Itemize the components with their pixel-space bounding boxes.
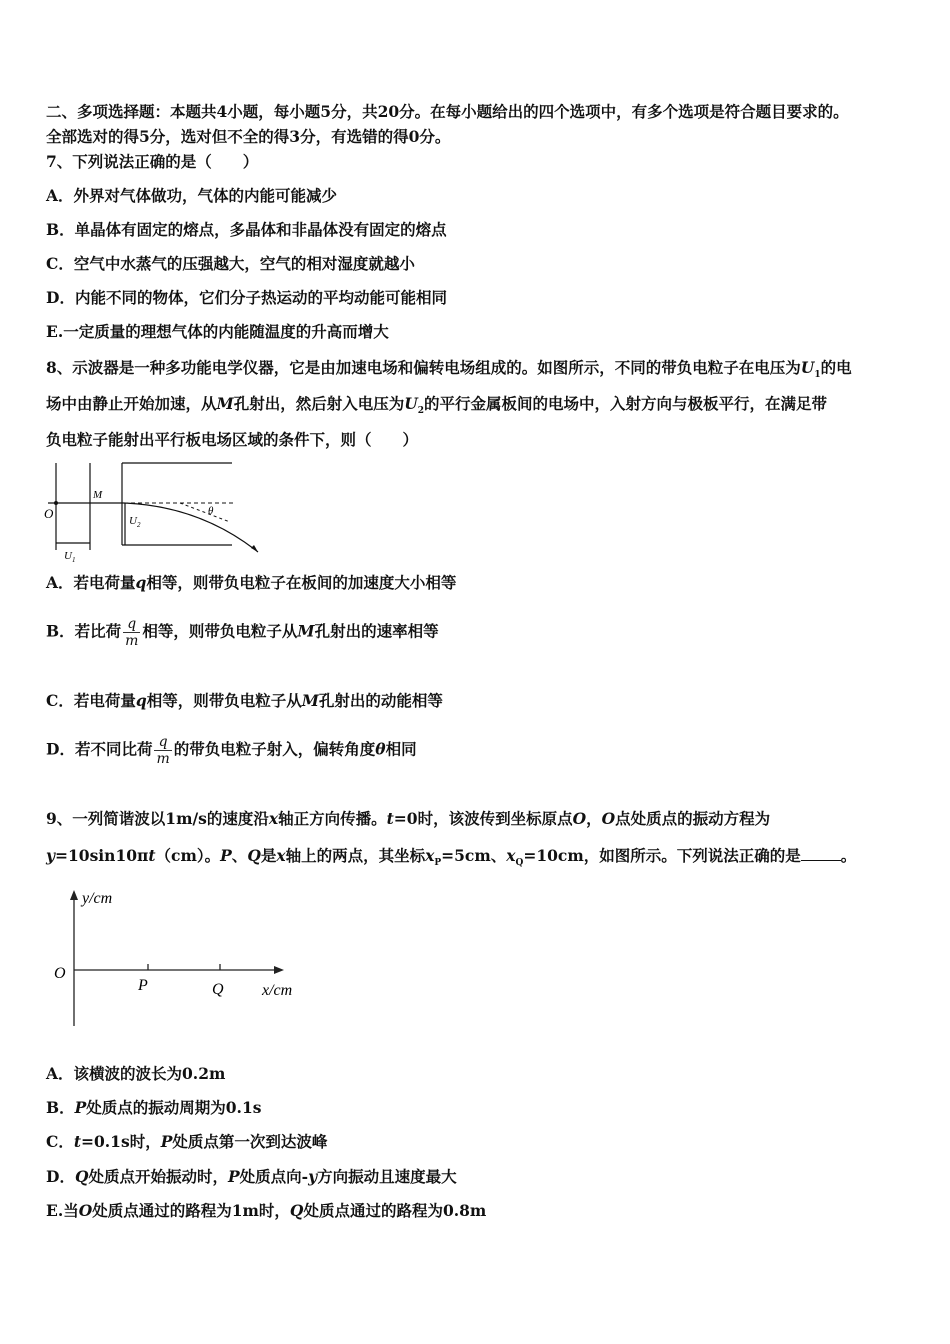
label-u2: $U_2$ xyxy=(129,515,141,529)
q8-stem-line3: 负电粒子能射出平行板电场区域的条件下，则（ ） xyxy=(46,430,419,449)
q8-option-c: C．若电荷量q相等，则带负电粒子从M孔射出的动能相等 xyxy=(46,691,443,710)
q8-option-a: A．若电荷量q相等，则带负电粒子在板间的加速度大小相等 xyxy=(46,573,457,592)
x-axis-arrow xyxy=(274,966,284,974)
label-theta: θ xyxy=(208,505,214,517)
q9-stem-line1: 9、一列简谐波以1m/s的速度沿x轴正方向传播。t=0时，该波传到坐标原点O，O点处质点的振动方程为 xyxy=(46,809,771,828)
q8-option-b: B．若比荷 $\frac{q}{m}$ 相等，则带负电粒子从M孔射出的速率相等 xyxy=(46,616,439,649)
label-o: O xyxy=(44,506,54,521)
q7-option-a: A．外界对气体做功，气体的内能可能减少 xyxy=(46,186,338,205)
q7-option-b: B．单晶体有固定的熔点，多晶体和非晶体没有固定的熔点 xyxy=(46,220,447,239)
origin-label: O xyxy=(54,965,66,982)
q7-option-d: D．内能不同的物体，它们分子热运动的平均动能可能相同 xyxy=(46,288,447,307)
q9-option-c: C．t=0.1s时，P处质点第一次到达波峰 xyxy=(46,1132,328,1151)
fraction-q-over-m: $\frac{q}{m}$ xyxy=(156,734,170,767)
q7-stem: 7、下列说法正确的是（ ） xyxy=(46,152,259,171)
label-u1: $U_1$ xyxy=(64,550,76,564)
label-m: M xyxy=(93,489,103,501)
point-p-label: P xyxy=(138,977,148,994)
answer-blank xyxy=(801,846,841,861)
section-heading-line2: 全部选对的得5分，选对但不全的得3分，有选错的得0分。 xyxy=(46,127,451,146)
x-axis-label: x/cm xyxy=(262,982,293,999)
section-heading-line1: 二、多项选择题：本题共4小题，每小题5分，共20分。在每小题给出的四个选项中，有多个选项是符合题目要求的。 xyxy=(46,102,849,121)
q9-option-b: B．P处质点的振动周期为0.1s xyxy=(46,1098,262,1117)
q9-stem-line2: y=10sin10πt（cm）。P、Q是x轴上的两点，其坐标$x_P=5cm$、$x_Q=10cm$，如图所示。下列说法正确的是 。 xyxy=(46,846,857,869)
q7-option-c: C．空气中水蒸气的压强越大，空气的相对湿度就越小 xyxy=(46,254,415,273)
q9-option-d: D．Q处质点开始振动时，P处质点向-y方向振动且速度最大 xyxy=(46,1167,457,1186)
y-axis-arrow xyxy=(70,890,78,900)
q8-stem-line1: 8、示波器是一种多功能电学仪器，它是由加速电场和偏转电场组成的。如图所示，不同的带负电粒子在电压为$U_1$的电 xyxy=(46,358,852,381)
q8-option-d: D．若不同比荷 $\frac{q}{m}$ 的带负电粒子射入，偏转角度θ相同 xyxy=(46,734,417,767)
point-q-label: Q xyxy=(212,981,224,998)
q9-wave-axes-diagram xyxy=(44,882,314,1032)
q9-option-e: E.当O处质点通过的路程为1m时，Q处质点通过的路程为0.8m xyxy=(46,1201,487,1220)
y-axis-label: y/cm xyxy=(82,890,113,907)
q8-stem-line2: 场中由静止开始加速，从M孔射出，然后射入电压为$U_2$的平行金属板间的电场中，入射方向与极板平行，在满足带 xyxy=(46,394,828,417)
q7-option-e: E.一定质量的理想气体的内能随温度的升高而增大 xyxy=(46,322,389,341)
fraction-q-over-m: $\frac{q}{m}$ xyxy=(125,616,139,649)
q9-option-a: A．该横波的波长为0.2m xyxy=(46,1064,226,1083)
q8-oscilloscope-diagram xyxy=(40,458,270,566)
